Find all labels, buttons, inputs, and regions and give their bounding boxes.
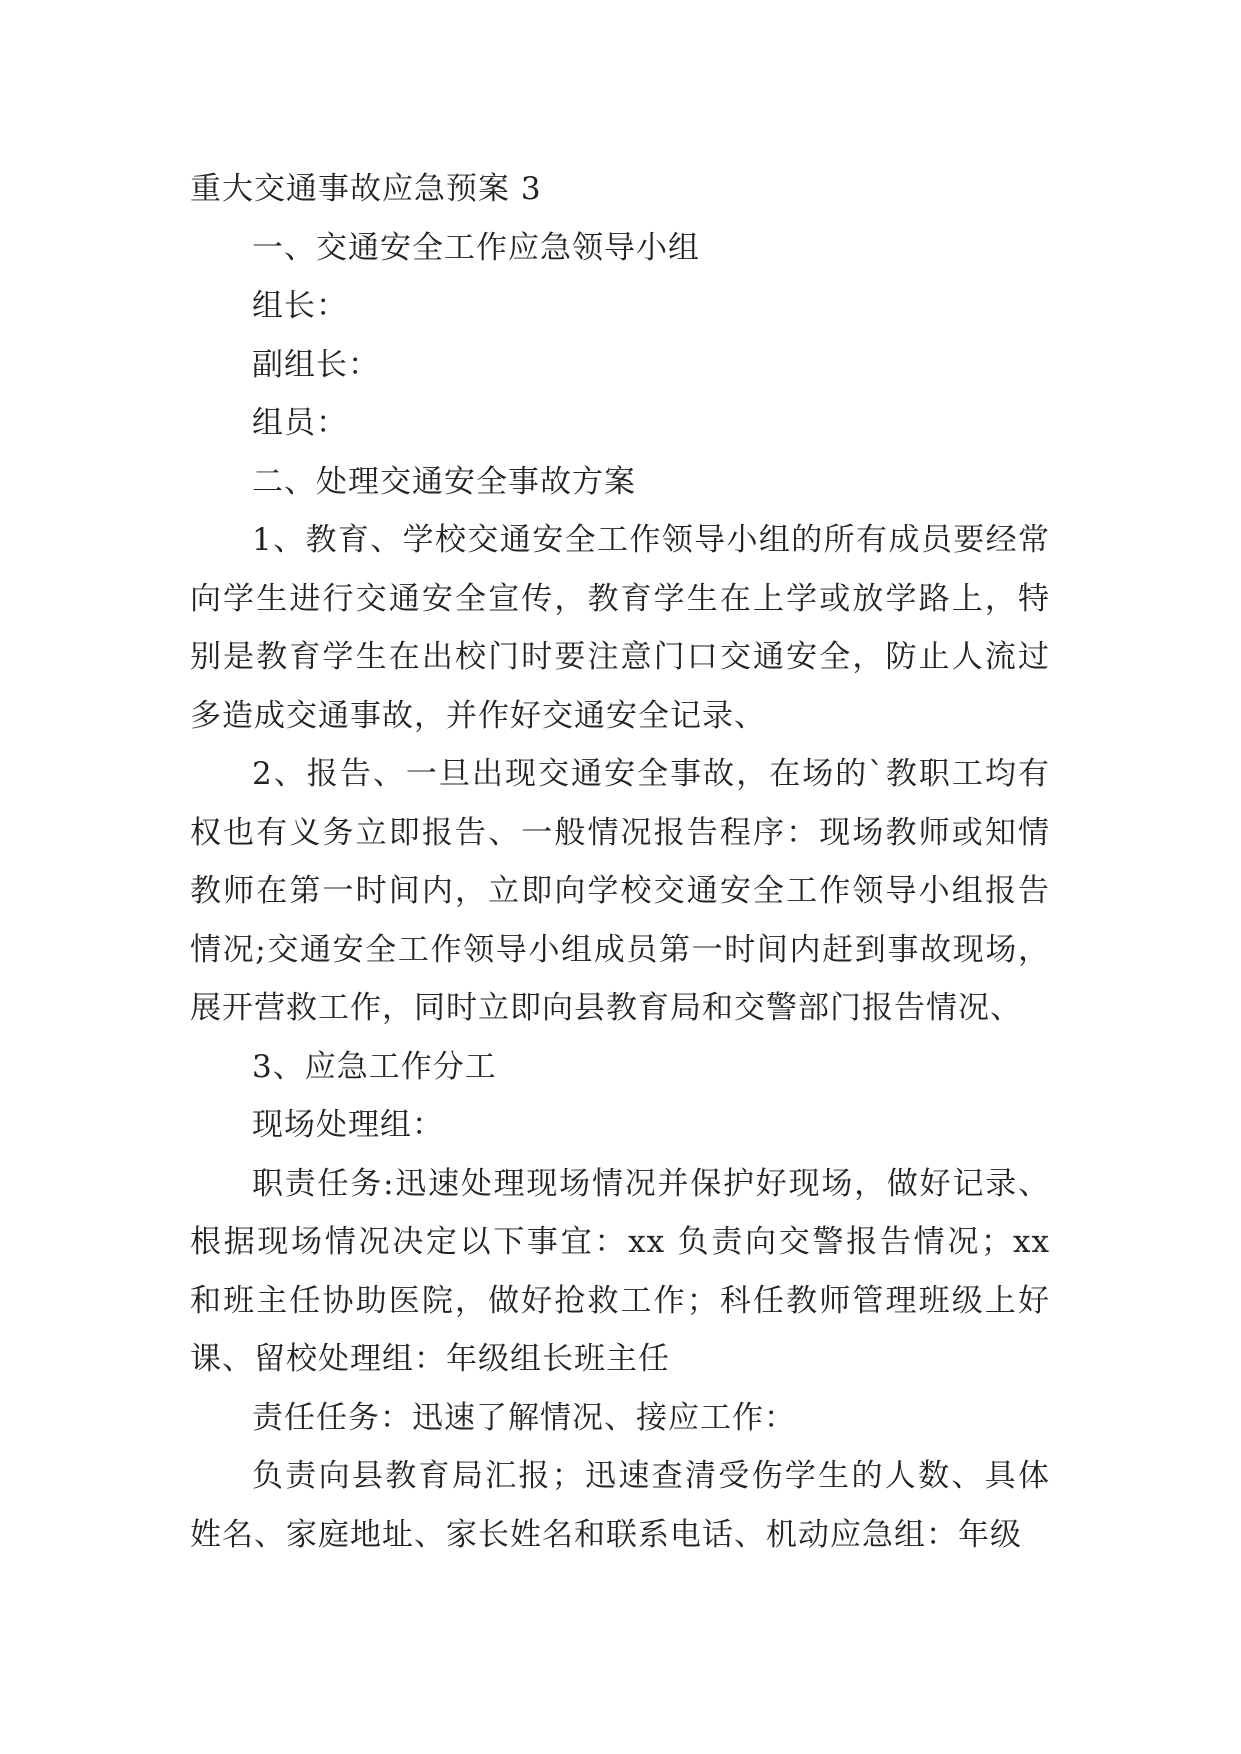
- members-line: 组员：: [252, 405, 348, 441]
- section-heading-accident-plan: 二、处理交通安全事故方案: [252, 463, 636, 500]
- group-leader-line: 组长：: [252, 288, 348, 324]
- paragraph-division-heading: 3、应急工作分工: [252, 1048, 497, 1085]
- paragraph-onsite-duties: 职责任务:迅速处理现场情况并保护好现场，做好记录、根据现场情况决定以下事宜：xx 负责向交警报告情况；xx 和班主任协助医院，做好抢救工作；科任教师管理班级上好课、留校处理组：年级组长班主任: [190, 1165, 1050, 1377]
- paragraph-onsite-team: 现场处理组：: [252, 1107, 444, 1143]
- paragraph-responsibility: 责任任务：迅速了解情况、接应工作：: [252, 1399, 796, 1436]
- paragraph-reporting: 2、报告、一旦出现交通安全事故，在场的`教职工均有权也有义务立即报告、一般情况报告程序：现场教师或知情教师在第一时间内，立即向学校交通安全工作领导小组报告情况;交通安全工作领导小组成员第一时间内赶到事故现场，展开营救工作，同时立即向县教育局和交警部门报告情况、: [190, 756, 1050, 1026]
- section-heading-leadership-group: 一、交通安全工作应急领导小组: [252, 229, 700, 266]
- deputy-leader-line: 副组长：: [252, 346, 380, 383]
- paragraph-education: 1、教育、学校交通安全工作领导小组的所有成员要经常向学生进行交通安全宣传，教育学生在上学或放学路上，特别是教育学生在出校门时要注意门口交通安全，防止人流过多造成交通事故，并作好交通安全记录、: [190, 522, 1050, 734]
- document-title: 重大交通事故应急预案 3: [190, 171, 542, 207]
- paragraph-report-to-bureau: 负责向县教育局汇报；迅速查清受伤学生的人数、具体姓名、家庭地址、家长姓名和联系电话、机动应急组：年级: [190, 1458, 1050, 1553]
- document-body: [190, 160, 1050, 1564]
